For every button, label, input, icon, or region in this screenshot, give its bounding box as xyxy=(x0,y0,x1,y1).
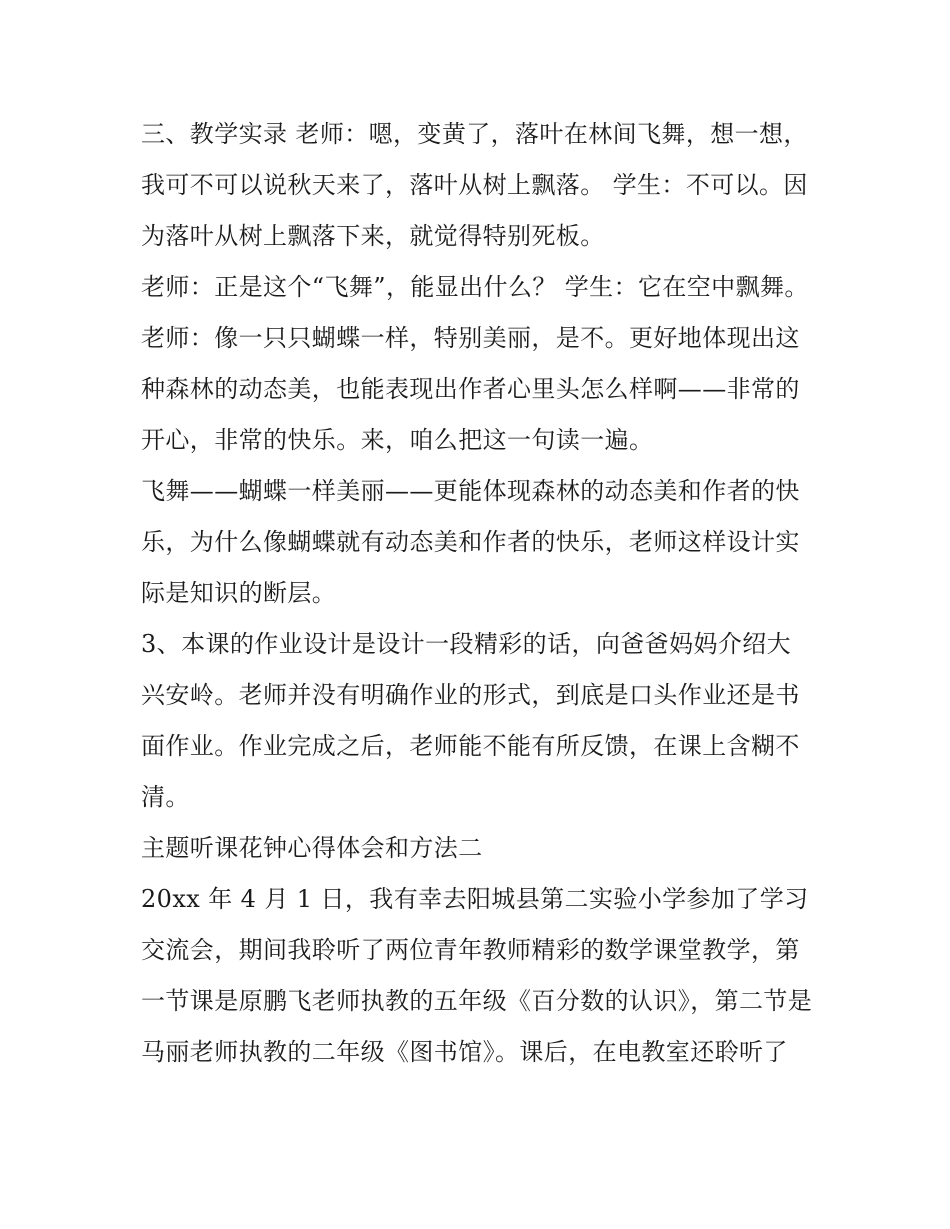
paragraph-teacher-question: 老师：正是这个“飞舞”，能显出什么？ 学生：它在空中飘舞。 xyxy=(141,273,809,301)
paragraph-homework-design: 3、本课的作业设计是设计一段精彩的话，向爸爸妈妈介绍大兴安岭。老师并没有明确作业的形式，到底是口头作业还是书面作业。作业完成之后，老师能不能有所反馈，在课上含糊不清。 xyxy=(141,630,800,811)
paragraph-knowledge-gap: 飞舞——蝴蝶一样美丽——更能体现森林的动态美和作者的快乐，为什么像蝴蝶就有动态美和作者的快乐，老师这样设计实际是知识的断层。 xyxy=(141,477,800,607)
paragraph-teaching-record: 三、教学实录 老师：嗯，变黄了，落叶在林间飞舞，想一想，我可不可以说秋天来了，落叶从树上飘落。 学生：不可以。因为落叶从树上飘落下来，就觉得特别死板。 xyxy=(141,120,808,250)
document-body xyxy=(141,109,813,1078)
section-heading: 主题听课花钟心得体会和方法二 xyxy=(141,834,483,862)
paragraph-exchange-meeting: 20xx 年 4 月 1 日，我有幸去阳城县第二实验小学参加了学习交流会，期间我聆听了两位青年教师精彩的数学课堂教学，第一节课是原鹏飞老师执教的五年级《百分数的认识》，第二节是马丽老师执教的二年级《图书馆》。课后，在电教室还聆听了 xyxy=(141,885,813,1066)
paragraph-teacher-butterfly: 老师：像一只只蝴蝶一样，特别美丽，是不。更好地体现出这种森林的动态美，也能表现出作者心里头怎么样啊——非常的开心，非常的快乐。来，咱么把这一句读一遍。 xyxy=(141,324,800,454)
